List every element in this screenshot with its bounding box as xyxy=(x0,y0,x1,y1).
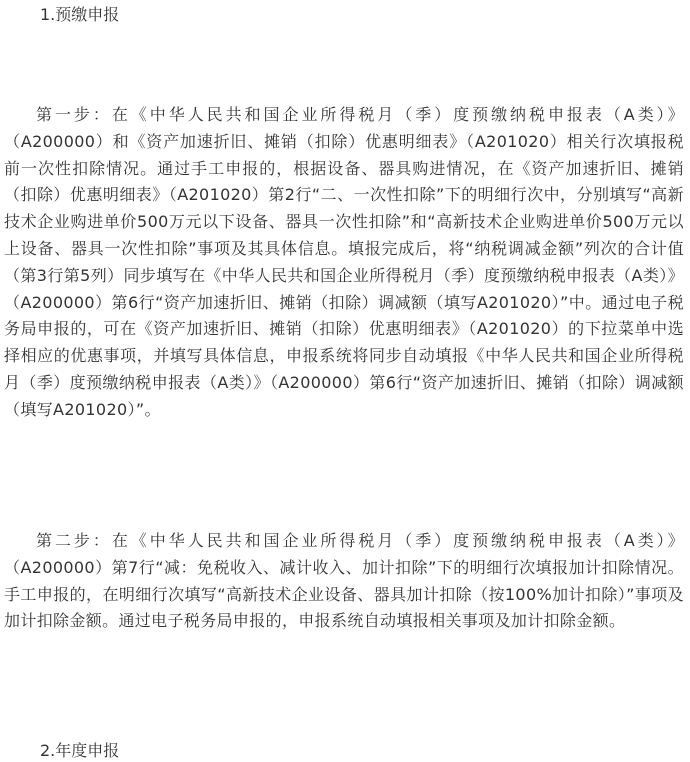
step-two-paragraph: 第二步：在《中华人民共和国企业所得税月（季）度预缴纳税申报表（A类）》（A200000）第7行“减：免税收入、减计收入、加计扣除”下的明细行次填报加计扣除情况。手工申报的，在明细行次填写“高新技术企业设备、器具加计扣除（按100%加计扣除）”事项及加计扣除金额。通过电子税务局申报的，申报系统自动填报相关事项及加计扣除金额。 xyxy=(4,531,684,631)
section-heading-prepayment: 1.预缴申报 xyxy=(40,5,120,24)
step-one-paragraph: 第一步：在《中华人民共和国企业所得税月（季）度预缴纳税申报表（A类）》（A200000）和《资产加速折旧、摊销（扣除）优惠明细表》（A201020）相关行次填报税前一次性扣除情况。通过手工申报的，根据设备、器具购进情况，在《资产加速折旧、摊销（扣除）优惠明细表》（A201020）第2行“二、一次性扣除”下的明细行次中，分别填写“高新技术企业购进单价500万元以下设备、器具一次性扣除”和“高新技术企业购进单价500万元以上设备、器具一次性扣除”事项及其具体信息。填报完成后，将“纳税调减金额”列次的合计值（第3行第5列）同步填写在《中华人民共和国企业所得税月（季）度预缴纳税申报表（A类）》（A200000）第6行“资产加速折旧、摊销（扣除）调减额（填写A201020）”中。通过电子税务局申报的，可在《资产加速折旧、摊销（扣除）优惠明细表》（A201020）的下拉菜单中选择相应的优惠事项，并填写具体信息，申报系统将同步自动填报《中华人民共和国企业所得税月（季）度预缴纳税申报表（A类）》（A200000）第6行“资产加速折旧、摊销（扣除）调减额（填写A201020）”。 xyxy=(4,105,684,419)
section-heading-annual: 2.年度申报 xyxy=(40,741,120,760)
